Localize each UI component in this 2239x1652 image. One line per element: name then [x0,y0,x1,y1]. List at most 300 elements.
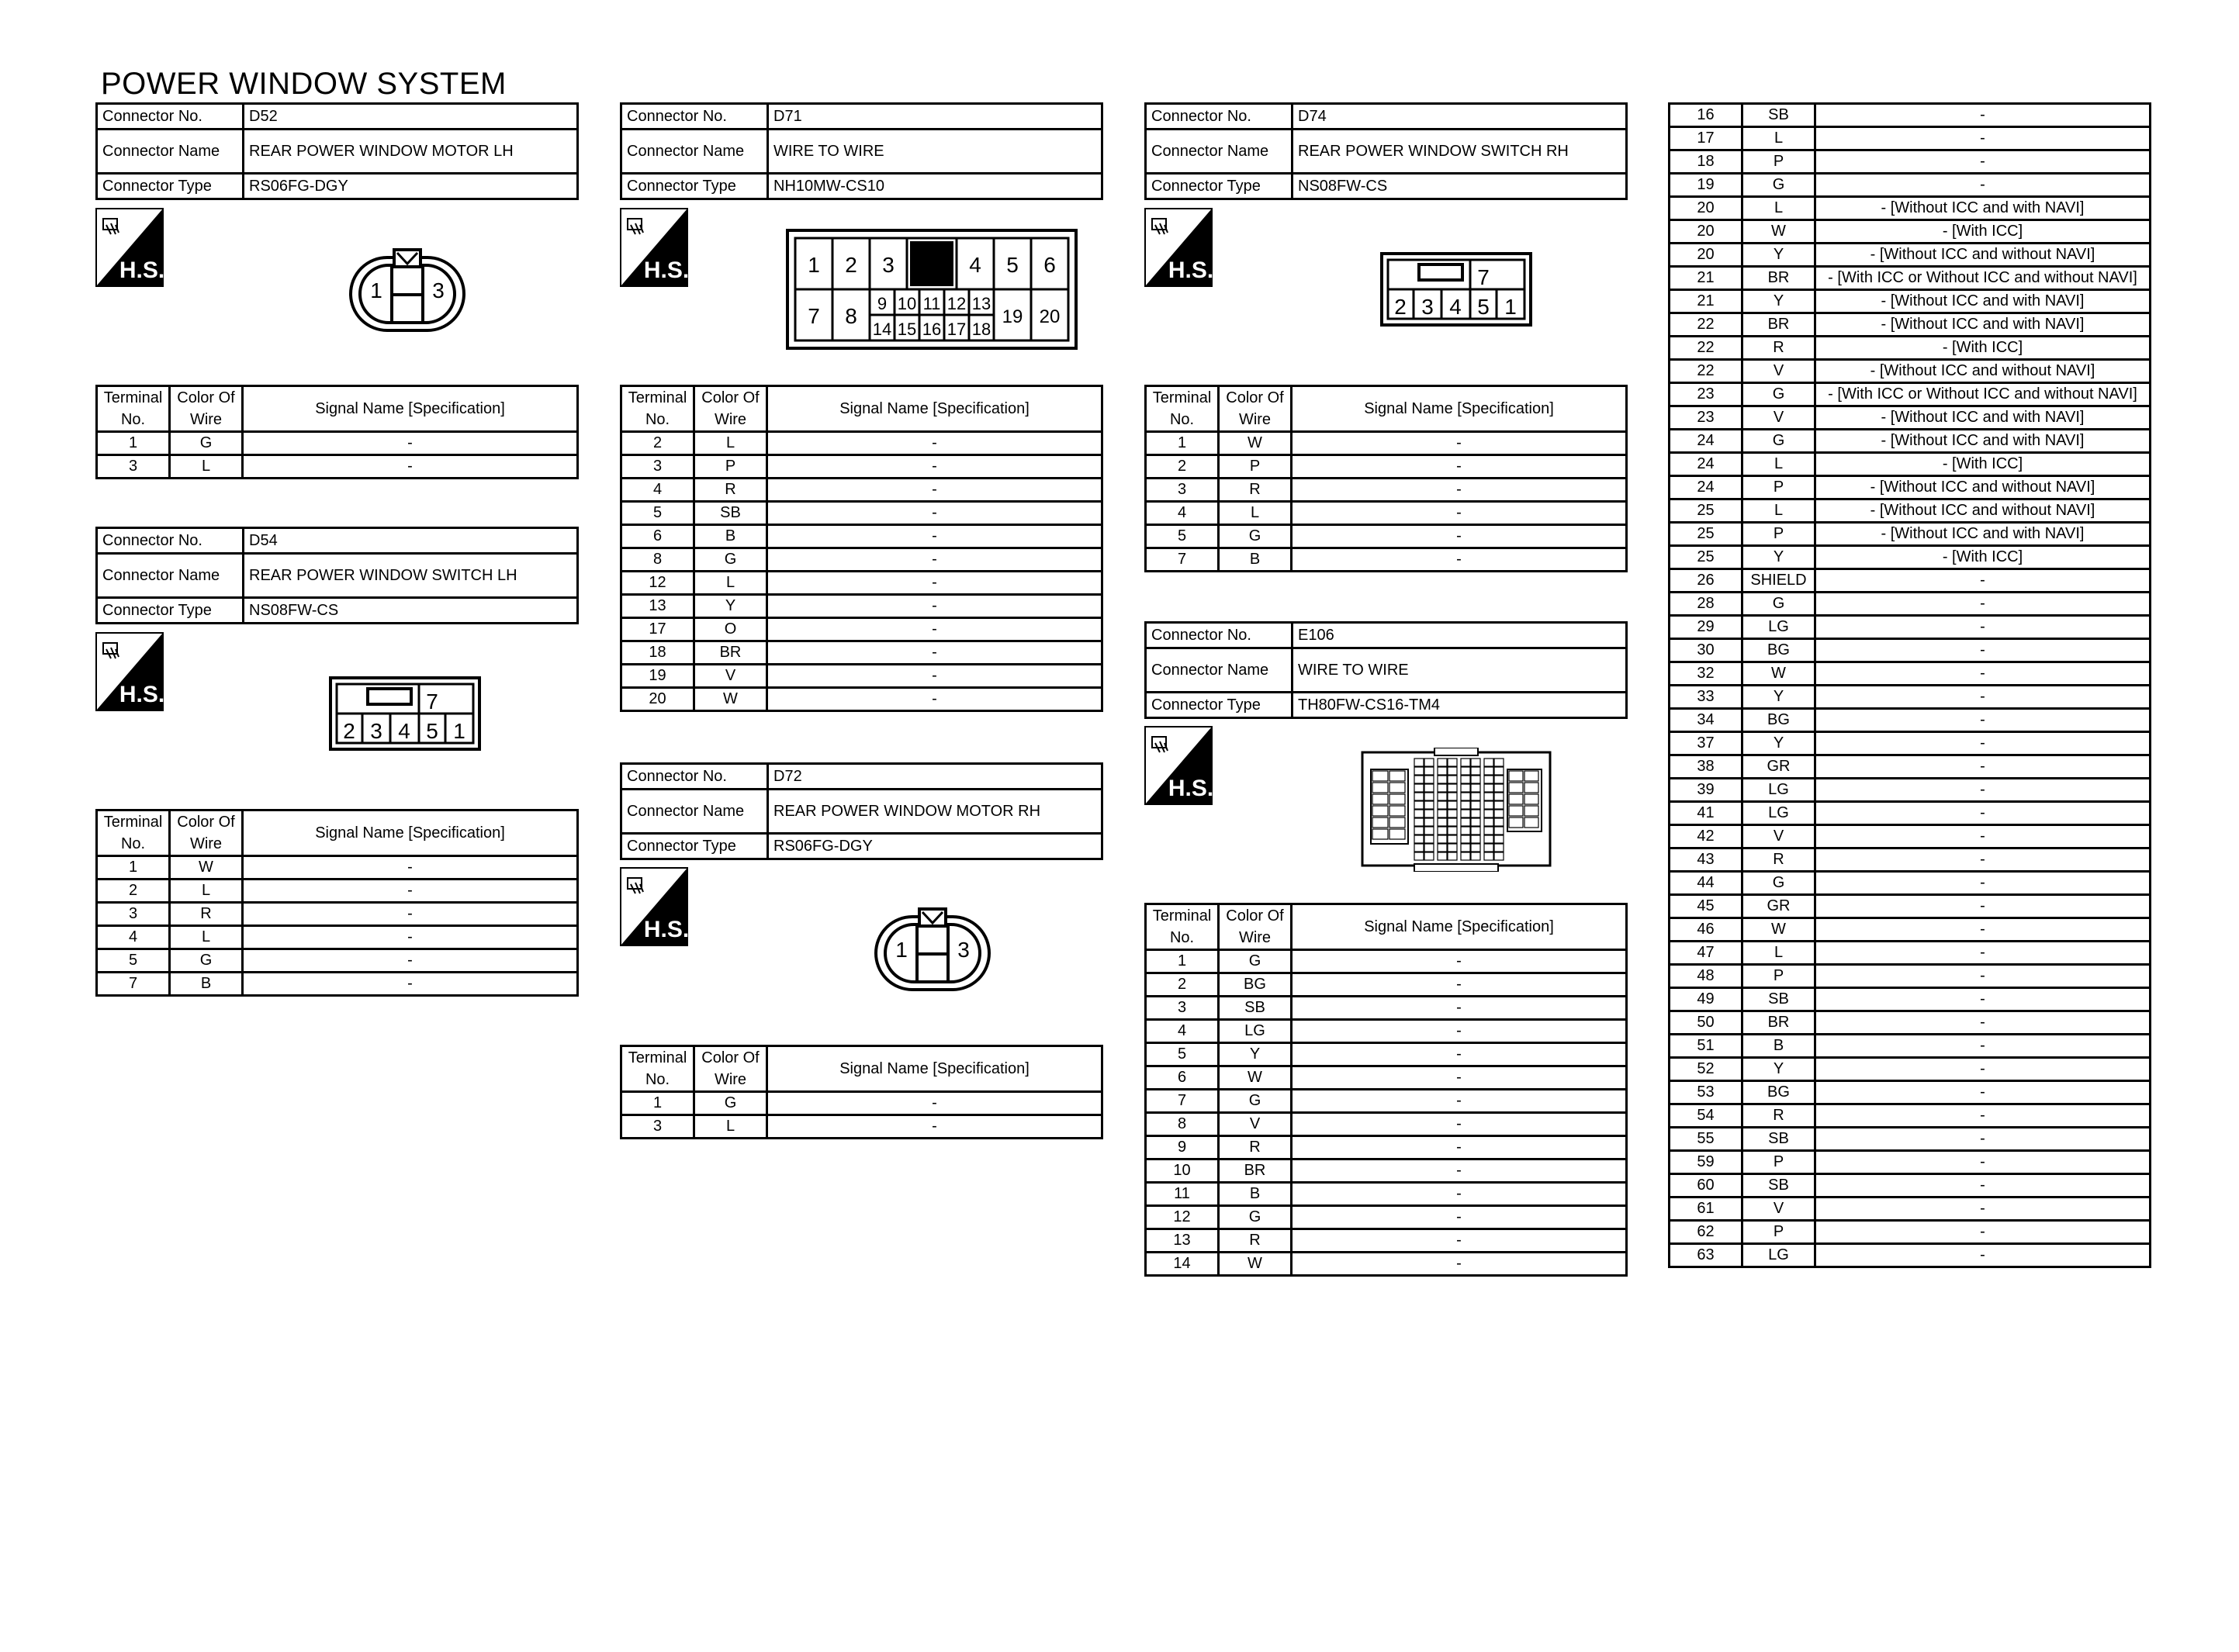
signal-name: - [1815,1221,2151,1244]
wire-color: BR [1742,1011,1815,1035]
table-row [1670,639,2151,662]
signal-name: - [767,1115,1102,1139]
connector-type-value: TH80FW-CS16-TM4 [1293,693,1627,718]
terminal-no: 3 [97,903,170,926]
hs-label: H.S. [643,257,688,283]
wire-color: V [1742,360,1815,383]
table-row [1670,1081,2151,1104]
terminal-no: 38 [1670,755,1742,779]
wire-color: Y [1742,1058,1815,1081]
signal-name: - [1815,686,2151,709]
pin-label: 18 [971,320,991,339]
table-row [1146,950,1627,973]
terminal-no-header: Terminal No. [97,810,170,856]
table-row [1670,825,2151,848]
terminal-no: 1 [1146,950,1219,973]
pin-label: 1 [453,719,465,743]
terminal-no: 1 [1146,432,1219,455]
pin-label: 1 [895,938,908,962]
wire-color: R [1742,337,1815,360]
terminal-no: 2 [621,432,694,455]
terminal-no: 62 [1670,1221,1742,1244]
terminal-no: 1 [97,856,170,880]
table-row [1670,150,2151,174]
terminal-no: 34 [1670,709,1742,732]
terminal-no: 7 [97,973,170,996]
terminal-no: 33 [1670,686,1742,709]
terminal-no: 22 [1670,313,1742,337]
connector-type-label: Connector Type [621,174,768,199]
table-row [1146,997,1627,1020]
terminal-no: 22 [1670,337,1742,360]
terminal-table-d54 [95,809,579,997]
signal-name: - [1292,432,1627,455]
signal-name: - [1815,104,2151,127]
wire-color: L [1742,197,1815,220]
table-row [1670,360,2151,383]
wire-color: V [1742,825,1815,848]
table-row [1670,104,2151,127]
signal-name: - [1292,997,1627,1020]
signal-name: - [1815,639,2151,662]
connector-face-d72 [873,906,994,994]
signal-name: - [243,856,578,880]
table-row [1670,1035,2151,1058]
wire-color: V [694,665,767,688]
terminal-no: 26 [1670,569,1742,593]
wire-color: BR [1219,1160,1292,1183]
wire-color: LG [1742,802,1815,825]
table-row [621,502,1102,525]
terminal-no: 21 [1670,290,1742,313]
color-of-wire-header: Color Of Wire [694,386,767,432]
pin-label: 10 [897,294,917,313]
wire-color: R [1219,1136,1292,1160]
table-row [97,432,578,455]
table-row [1670,127,2151,150]
signal-name: - [Without ICC and without NAVI] [1815,499,2151,523]
wire-color: R [1742,1104,1815,1128]
wire-color: Y [1742,546,1815,569]
pin-label: 15 [897,320,917,339]
wire-color: R [1219,1229,1292,1253]
wire-color: Y [1742,686,1815,709]
terminal-no: 4 [1146,502,1219,525]
wire-color: SB [1742,1128,1815,1151]
table-row [1146,1229,1627,1253]
signal-name: - [1815,825,2151,848]
table-row [621,1092,1102,1115]
table-row [1670,848,2151,872]
terminal-no: 3 [1146,997,1219,1020]
table-row [1146,1090,1627,1113]
wire-color: B [1742,1035,1815,1058]
wire-color: W [1742,220,1815,244]
signal-name: - [1292,525,1627,548]
table-row [1670,1104,2151,1128]
hs-icon [620,867,688,946]
terminal-no: 17 [1670,127,1742,150]
hs-icon [95,632,164,711]
wire-color: L [694,1115,767,1139]
table-row [1670,220,2151,244]
signal-name: - [243,973,578,996]
signal-name: - [1815,755,2151,779]
terminal-no: 22 [1670,360,1742,383]
table-row [1670,872,2151,895]
wire-color: P [1742,1221,1815,1244]
table-row [1670,1128,2151,1151]
table-row [97,903,578,926]
signal-name: - [1815,1151,2151,1174]
wire-color: P [1742,476,1815,499]
pin-label: 16 [922,320,942,339]
connector-name-label: Connector Name [97,130,244,174]
terminal-no-header: Terminal No. [621,1046,694,1092]
table-row [1670,453,2151,476]
table-row [621,479,1102,502]
hs-icon [1144,208,1213,287]
connector-no-label: Connector No. [1146,104,1293,130]
table-row [1670,1058,2151,1081]
signal-name: - [1815,1058,2151,1081]
pin-label: 3 [432,278,445,302]
terminal-table-d52 [95,385,579,479]
wire-color: B [694,525,767,548]
terminal-no: 20 [621,688,694,711]
wire-color: SB [1742,988,1815,1011]
pin-label: 5 [426,719,438,743]
signal-name: - [767,502,1102,525]
hs-icon [620,208,688,287]
table-row [1670,174,2151,197]
terminal-no: 3 [621,455,694,479]
terminal-no-header: Terminal No. [1146,386,1219,432]
signal-name: - [1815,779,2151,802]
table-row [1670,569,2151,593]
signal-name: - [1292,1229,1627,1253]
terminal-no: 5 [97,949,170,973]
table-row [1670,686,2151,709]
terminal-no: 8 [1146,1113,1219,1136]
signal-name: - [767,548,1102,572]
wire-color: V [1219,1113,1292,1136]
table-row [1146,455,1627,479]
terminal-no: 12 [621,572,694,595]
signal-name-header: Signal Name [Specification] [767,1046,1102,1092]
hs-label: H.S. [1168,257,1213,283]
table-row [1670,965,2151,988]
connector-no-value: D52 [244,104,578,130]
wire-color: Y [1219,1043,1292,1066]
wire-color: L [1742,942,1815,965]
pin-label: 1 [808,253,820,277]
wire-color: V [1742,1198,1815,1221]
terminal-no: 43 [1670,848,1742,872]
signal-name: - [243,903,578,926]
terminal-no: 6 [1146,1066,1219,1090]
signal-name: - [With ICC] [1815,546,2151,569]
connector-face-d54 [329,676,481,751]
pin-label: 2 [845,253,857,277]
table-row [1670,337,2151,360]
signal-name: - [With ICC] [1815,337,2151,360]
wire-color: L [170,455,243,479]
signal-name: - [Without ICC and with NAVI] [1815,523,2151,546]
pin-label: 4 [398,719,410,743]
table-row [1670,197,2151,220]
wire-color: SB [1742,1174,1815,1198]
pin-label: 4 [1449,295,1462,319]
connector-type-value: NS08FW-CS [1293,174,1627,199]
wire-color: O [694,618,767,641]
table-row [97,926,578,949]
pin-label: 7 [426,689,438,714]
table-row [1670,779,2151,802]
signal-name-header: Signal Name [Specification] [243,810,578,856]
wire-color: G [1742,430,1815,453]
wire-color: G [1219,950,1292,973]
table-row [1146,1043,1627,1066]
table-row [1146,432,1627,455]
pin-label: 7 [808,304,820,328]
signal-name: - [1815,965,2151,988]
wire-color: L [694,432,767,455]
terminal-no: 48 [1670,965,1742,988]
terminal-no: 30 [1670,639,1742,662]
connector-no-value: D54 [244,528,578,554]
wire-color: G [1742,872,1815,895]
terminal-no: 1 [621,1092,694,1115]
color-of-wire-header: Color Of Wire [1219,904,1292,950]
wire-color: B [1219,1183,1292,1206]
pin-label: 9 [877,294,888,313]
terminal-no: 24 [1670,476,1742,499]
signal-name: - [Without ICC and with NAVI] [1815,313,2151,337]
signal-name: - [243,926,578,949]
connector-info-d74 [1144,102,1628,200]
wire-color: V [1742,406,1815,430]
signal-name: - [1815,1244,2151,1267]
terminal-no: 13 [621,595,694,618]
terminal-no: 51 [1670,1035,1742,1058]
wire-color: SB [694,502,767,525]
wire-color: Y [1742,244,1815,267]
pin-label: 7 [1477,265,1490,289]
table-row [1670,1151,2151,1174]
signal-name: - [767,432,1102,455]
terminal-table-d72 [620,1045,1103,1139]
signal-name: - [1815,732,2151,755]
table-row [621,525,1102,548]
pin-label: 14 [872,320,892,339]
color-of-wire-header: Color Of Wire [170,810,243,856]
terminal-no: 25 [1670,546,1742,569]
table-row [1670,546,2151,569]
table-row [621,1115,1102,1139]
terminal-no: 53 [1670,1081,1742,1104]
signal-name: - [Without ICC and with NAVI] [1815,406,2151,430]
pin-label: 5 [1477,295,1490,319]
connector-type-label: Connector Type [621,834,768,859]
table-row [1670,662,2151,686]
terminal-no: 7 [1146,548,1219,572]
signal-name: - [With ICC or Without ICC and without NAVI] [1815,383,2151,406]
table-row [1670,406,2151,430]
signal-name: - [1815,1035,2151,1058]
signal-name: - [1815,709,2151,732]
pin-label: 3 [957,938,970,962]
signal-name: - [1292,502,1627,525]
pin-label: 1 [370,278,382,302]
wire-color: P [1742,523,1815,546]
signal-name: - [1292,1136,1627,1160]
signal-name: - [1815,1174,2151,1198]
wire-color: GR [1742,895,1815,918]
wire-color: W [1219,1253,1292,1276]
signal-name: - [243,880,578,903]
signal-name: - [Without ICC and with NAVI] [1815,197,2151,220]
wire-color: G [1742,593,1815,616]
wire-color: P [1742,1151,1815,1174]
signal-name: - [767,595,1102,618]
terminal-no: 28 [1670,593,1742,616]
table-row [1146,1066,1627,1090]
terminal-no: 61 [1670,1198,1742,1221]
wire-color: G [1219,525,1292,548]
signal-name: - [767,1092,1102,1115]
wire-color: W [1219,1066,1292,1090]
table-row [1146,502,1627,525]
connector-no-value: E106 [1293,623,1627,648]
terminal-table-e106-continued [1668,102,2151,1268]
signal-name: - [1292,1160,1627,1183]
connector-no-label: Connector No. [1146,623,1293,648]
pin-label: 4 [969,253,981,277]
signal-name: - [1292,1206,1627,1229]
hs-label: H.S. [119,257,164,283]
terminal-no: 25 [1670,499,1742,523]
terminal-no: 25 [1670,523,1742,546]
table-row [1146,1136,1627,1160]
color-of-wire-header: Color Of Wire [170,386,243,432]
table-row [621,688,1102,711]
signal-name: - [1815,1128,2151,1151]
terminal-no: 59 [1670,1151,1742,1174]
terminal-no: 46 [1670,918,1742,942]
connector-no-label: Connector No. [621,104,768,130]
wire-color: LG [1742,1244,1815,1267]
pin-label: 19 [1002,306,1023,327]
terminal-no: 52 [1670,1058,1742,1081]
wire-color: LG [1742,779,1815,802]
table-row [1670,1221,2151,1244]
table-row [97,856,578,880]
connector-type-value: NH10MW-CS10 [768,174,1102,199]
signal-name: - [1815,127,2151,150]
table-row [1670,755,2151,779]
table-row [1146,1113,1627,1136]
signal-name: - [1815,895,2151,918]
table-row [1670,313,2151,337]
wire-color: BG [1742,709,1815,732]
table-row [1670,732,2151,755]
terminal-no: 54 [1670,1104,1742,1128]
table-row [621,641,1102,665]
signal-name: - [767,479,1102,502]
wire-color: BR [694,641,767,665]
table-row [1670,430,2151,453]
connector-type-label: Connector Type [97,174,244,199]
signal-name: - [1815,918,2151,942]
table-row [1146,1253,1627,1276]
terminal-no: 21 [1670,267,1742,290]
signal-name: - [1815,1011,2151,1035]
signal-name: - [1292,1043,1627,1066]
wire-color: L [1742,453,1815,476]
pin-label: 20 [1039,306,1061,327]
table-row [97,455,578,479]
connector-info-d52 [95,102,579,200]
table-row [621,548,1102,572]
wire-color: L [170,880,243,903]
signal-name: - [243,455,578,479]
table-row [1146,548,1627,572]
connector-info-d54 [95,527,579,624]
wire-color: BG [1742,639,1815,662]
pin-label: 2 [343,719,355,743]
terminal-no: 5 [1146,525,1219,548]
terminal-no: 10 [1146,1160,1219,1183]
connector-info-d72 [620,762,1103,860]
wire-color: SB [1742,104,1815,127]
terminal-no: 13 [1146,1229,1219,1253]
table-row [1670,895,2151,918]
terminal-no-header: Terminal No. [97,386,170,432]
signal-name: - [1292,1113,1627,1136]
connector-type-label: Connector Type [97,598,244,624]
table-row [621,595,1102,618]
wire-color: L [1742,127,1815,150]
table-row [1670,476,2151,499]
terminal-no: 11 [1146,1183,1219,1206]
table-row [1670,499,2151,523]
signal-name: - [1292,1020,1627,1043]
terminal-no: 55 [1670,1128,1742,1151]
connector-no-label: Connector No. [621,764,768,790]
wire-color: G [170,949,243,973]
signal-name: - [1292,1066,1627,1090]
terminal-no: 7 [1146,1090,1219,1113]
signal-name: - [Without ICC and without NAVI] [1815,360,2151,383]
wire-color: L [694,572,767,595]
connector-info-d71 [620,102,1103,200]
signal-name: - [1815,616,2151,639]
wire-color: P [1742,965,1815,988]
pin-label: 11 [922,294,941,313]
table-row [1670,267,2151,290]
connector-face-d74 [1380,252,1532,327]
table-row [1670,802,2151,825]
wire-color: BR [1742,313,1815,337]
terminal-no: 20 [1670,244,1742,267]
terminal-no: 5 [621,502,694,525]
terminal-no: 63 [1670,1244,1742,1267]
connector-no-value: D71 [768,104,1102,130]
signal-name: - [767,688,1102,711]
signal-name: - [767,455,1102,479]
connector-no-label: Connector No. [97,104,244,130]
